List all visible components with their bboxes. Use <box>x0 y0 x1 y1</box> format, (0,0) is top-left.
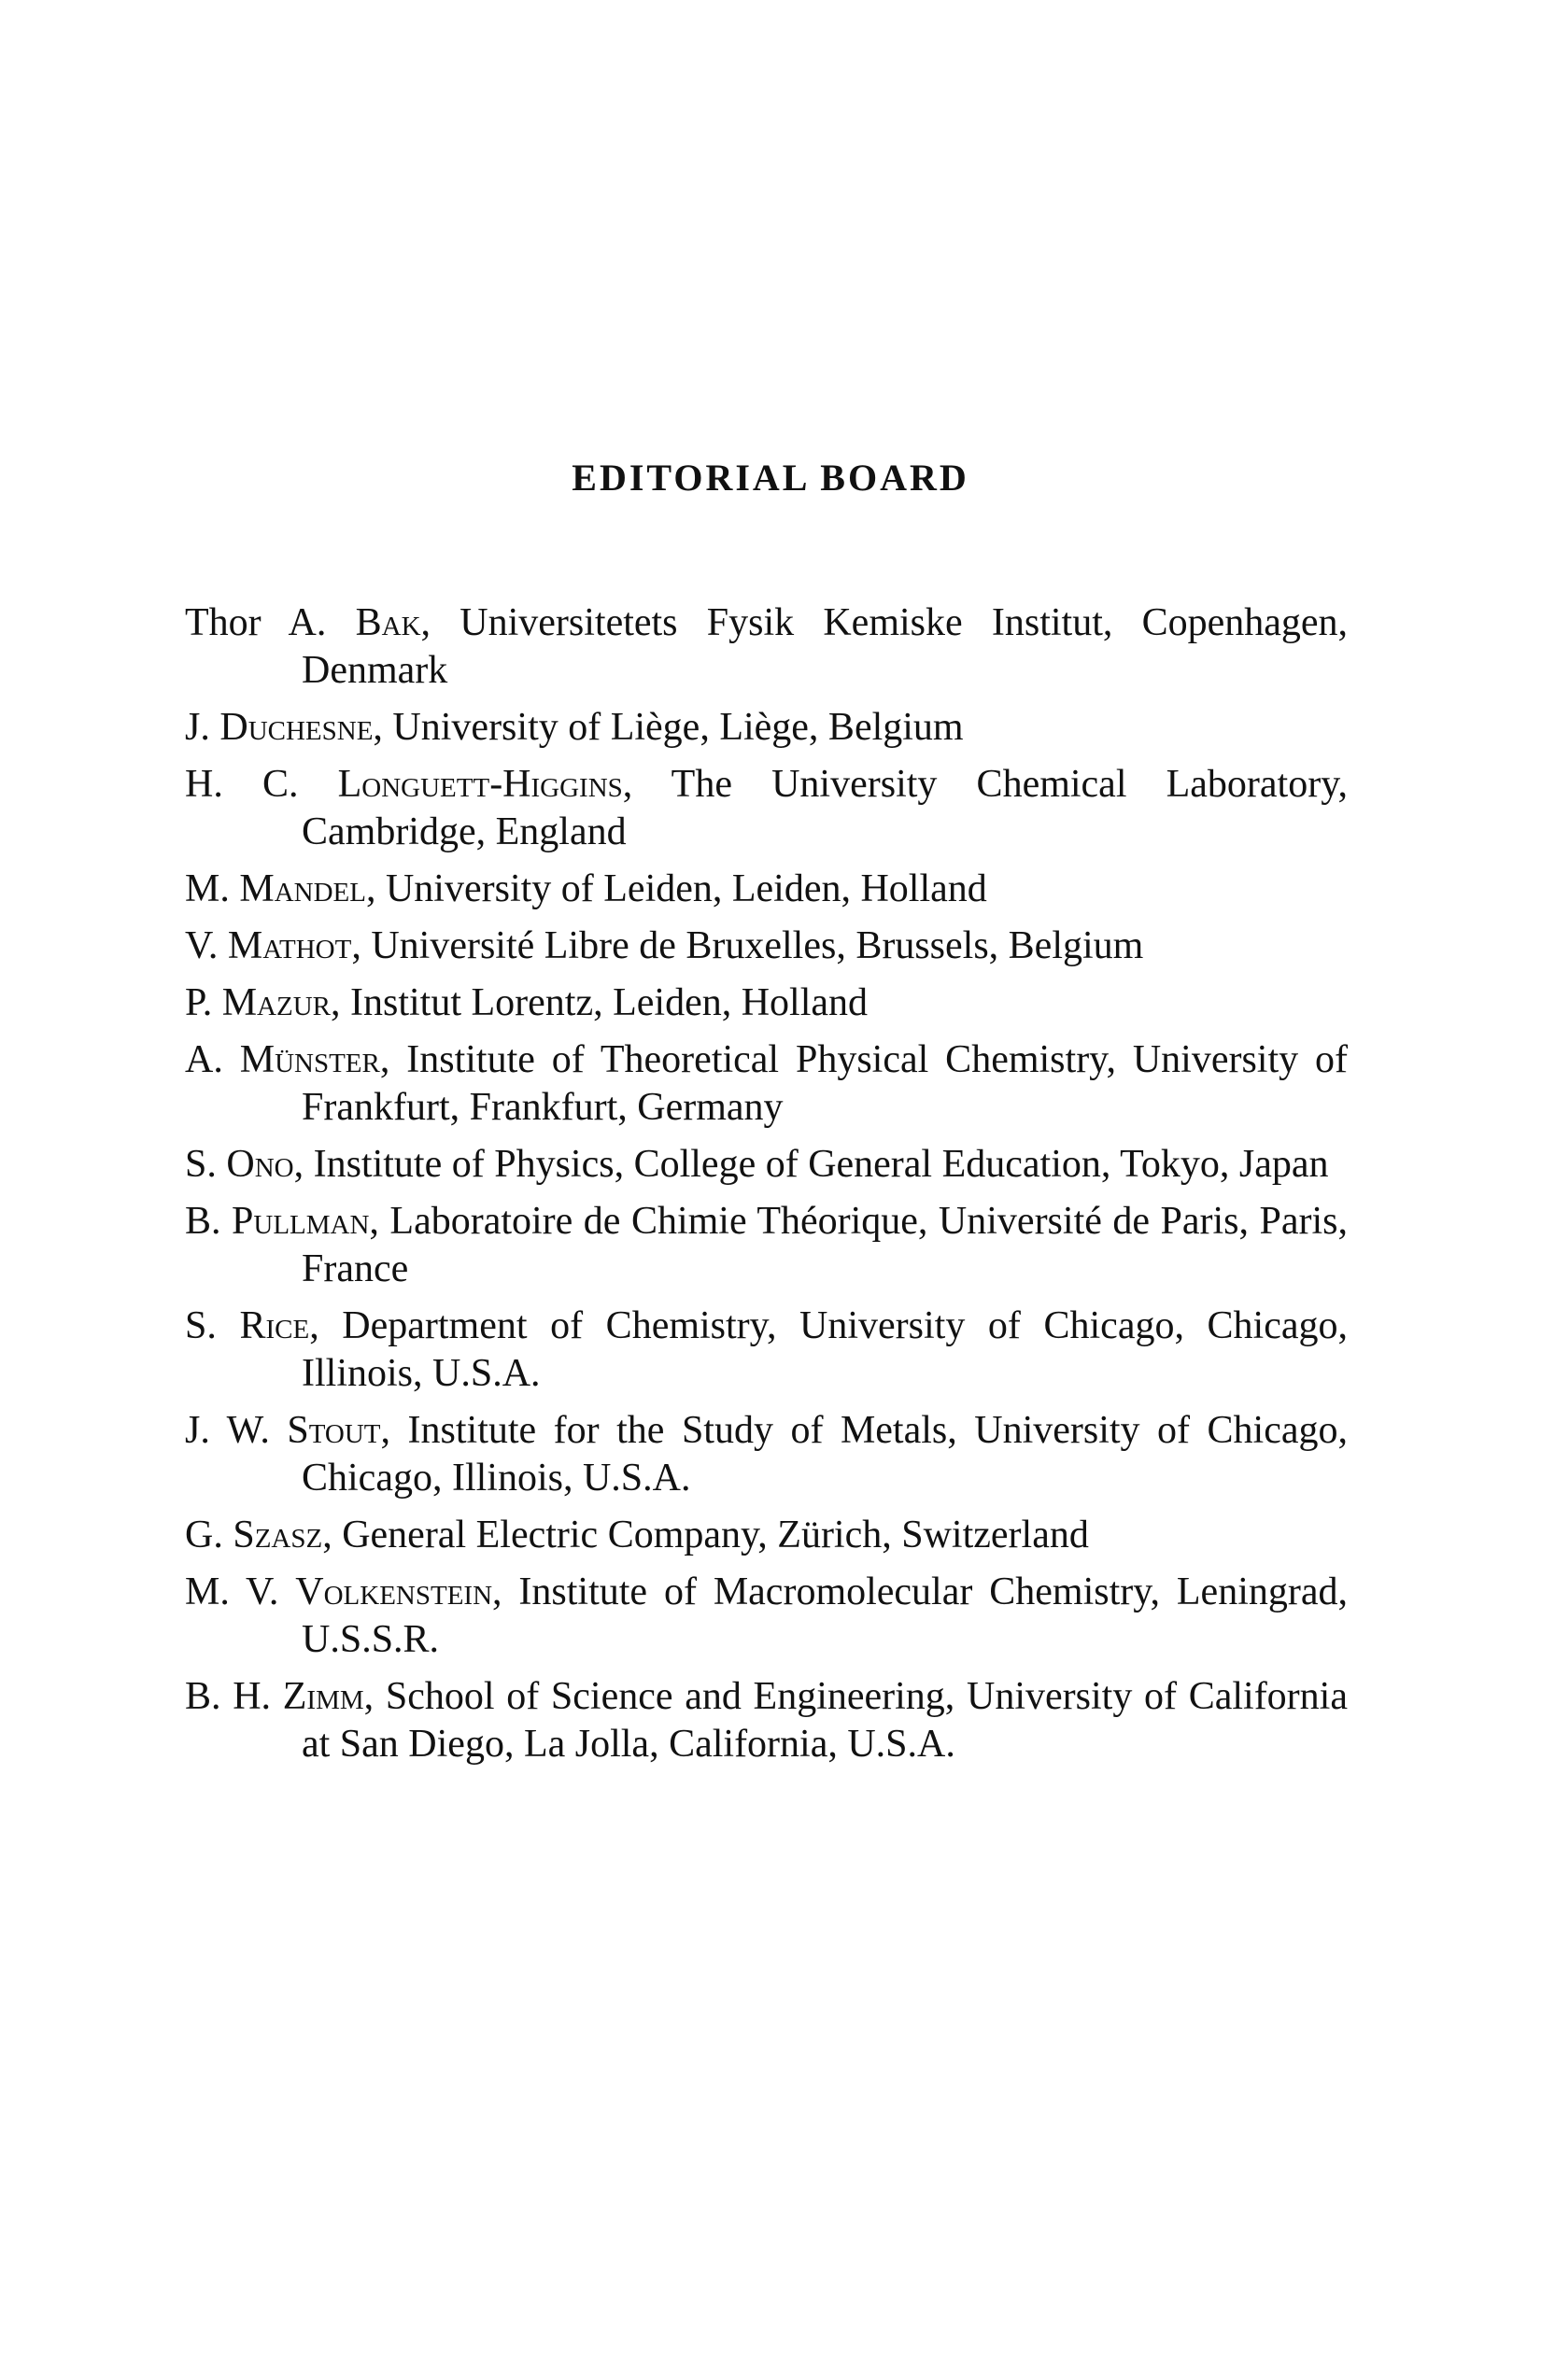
member-affiliation: , The University Chemical Laboratory, Cambridge, England <box>302 763 1348 853</box>
member-affiliation: , School of Science and Engineering, University of California at San Diego, La Jolla, California, U.S.A. <box>302 1675 1348 1766</box>
member-affiliation: , Institute of Physics, College of General Education, Tokyo, Japan <box>293 1143 1329 1186</box>
board-member-rice <box>185 1303 1348 1398</box>
board-member-volkenstein <box>185 1569 1348 1664</box>
board-member-duchesne <box>185 704 1348 752</box>
member-affiliation: , Department of Chemistry, University of Chicago, Chicago, Illinois, U.S.A. <box>302 1304 1349 1395</box>
page-title: EDITORIAL BOARD <box>572 457 969 499</box>
board-member-munster <box>185 1036 1348 1132</box>
member-surname: Zimm <box>282 1675 364 1718</box>
member-surname: Ono <box>226 1143 294 1186</box>
member-initials: A. <box>185 1038 223 1081</box>
member-initials: M. V. <box>185 1570 279 1613</box>
member-initials: S. <box>185 1143 217 1186</box>
member-initials: B. <box>185 1200 221 1243</box>
member-initials: Thor A. <box>185 601 327 644</box>
board-member-mandel <box>185 866 1348 913</box>
board-member-pullman <box>185 1198 1348 1293</box>
member-affiliation: , University of Liège, Liège, Belgium <box>373 706 964 749</box>
board-member-longuett-higgins <box>185 761 1348 856</box>
member-surname: Stout <box>287 1409 381 1452</box>
board-member-zimm <box>185 1673 1348 1768</box>
member-surname: Mandel <box>239 867 366 910</box>
member-initials: G. <box>185 1514 223 1556</box>
member-surname: Duchesne <box>219 706 374 749</box>
member-initials: P. <box>185 981 213 1024</box>
board-member-stout <box>185 1407 1348 1502</box>
member-surname: Szasz <box>233 1514 323 1556</box>
board-member-ono <box>185 1141 1348 1189</box>
member-initials: S. <box>185 1304 217 1347</box>
member-surname: Bak <box>355 601 421 644</box>
member-initials: J. <box>185 706 210 749</box>
member-surname: Pullman <box>232 1200 370 1243</box>
member-initials: B. H. <box>185 1675 272 1718</box>
member-affiliation: , Institute of Theoretical Physical Chemistry, University of Frankfurt, Frankfurt, Germany <box>302 1038 1349 1129</box>
board-member-szasz <box>185 1512 1348 1559</box>
member-affiliation: , Institute for the Study of Metals, University of Chicago, Chicago, Illinois, U.S.A. <box>302 1409 1348 1500</box>
member-surname: Münster <box>239 1038 380 1081</box>
member-surname: Longuett-Higgins <box>337 763 623 806</box>
member-surname: Mazur <box>221 981 331 1024</box>
member-initials: M. <box>185 867 230 910</box>
member-surname: Rice <box>239 1304 310 1347</box>
board-member-mathot <box>185 922 1348 970</box>
board-member-bak <box>185 599 1348 695</box>
member-affiliation: , Universitetets Fysik Kemiske Institut, Copenhagen, Denmark <box>302 601 1349 692</box>
member-initials: H. C. <box>185 763 299 806</box>
member-affiliation: , Institut Lorentz, Leiden, Holland <box>331 981 869 1024</box>
member-affiliation: , General Electric Company, Zürich, Switzerland <box>322 1514 1089 1556</box>
member-surname: Volkenstein <box>295 1570 493 1613</box>
member-affiliation: , Université Libre de Bruxelles, Brussels, Belgium <box>351 924 1144 967</box>
member-affiliation: , University of Leiden, Leiden, Holland <box>365 867 987 910</box>
member-affiliation: , Laboratoire de Chimie Théorique, Université de Paris, Paris, France <box>302 1200 1349 1290</box>
editorial-board-list <box>185 599 1348 1778</box>
member-surname: Mathot <box>227 924 352 967</box>
member-affiliation: , Institute of Macromolecular Chemistry, Leningrad, U.S.S.R. <box>302 1570 1348 1661</box>
board-member-mazur <box>185 979 1348 1027</box>
member-initials: J. W. <box>185 1409 270 1452</box>
member-initials: V. <box>185 924 219 967</box>
